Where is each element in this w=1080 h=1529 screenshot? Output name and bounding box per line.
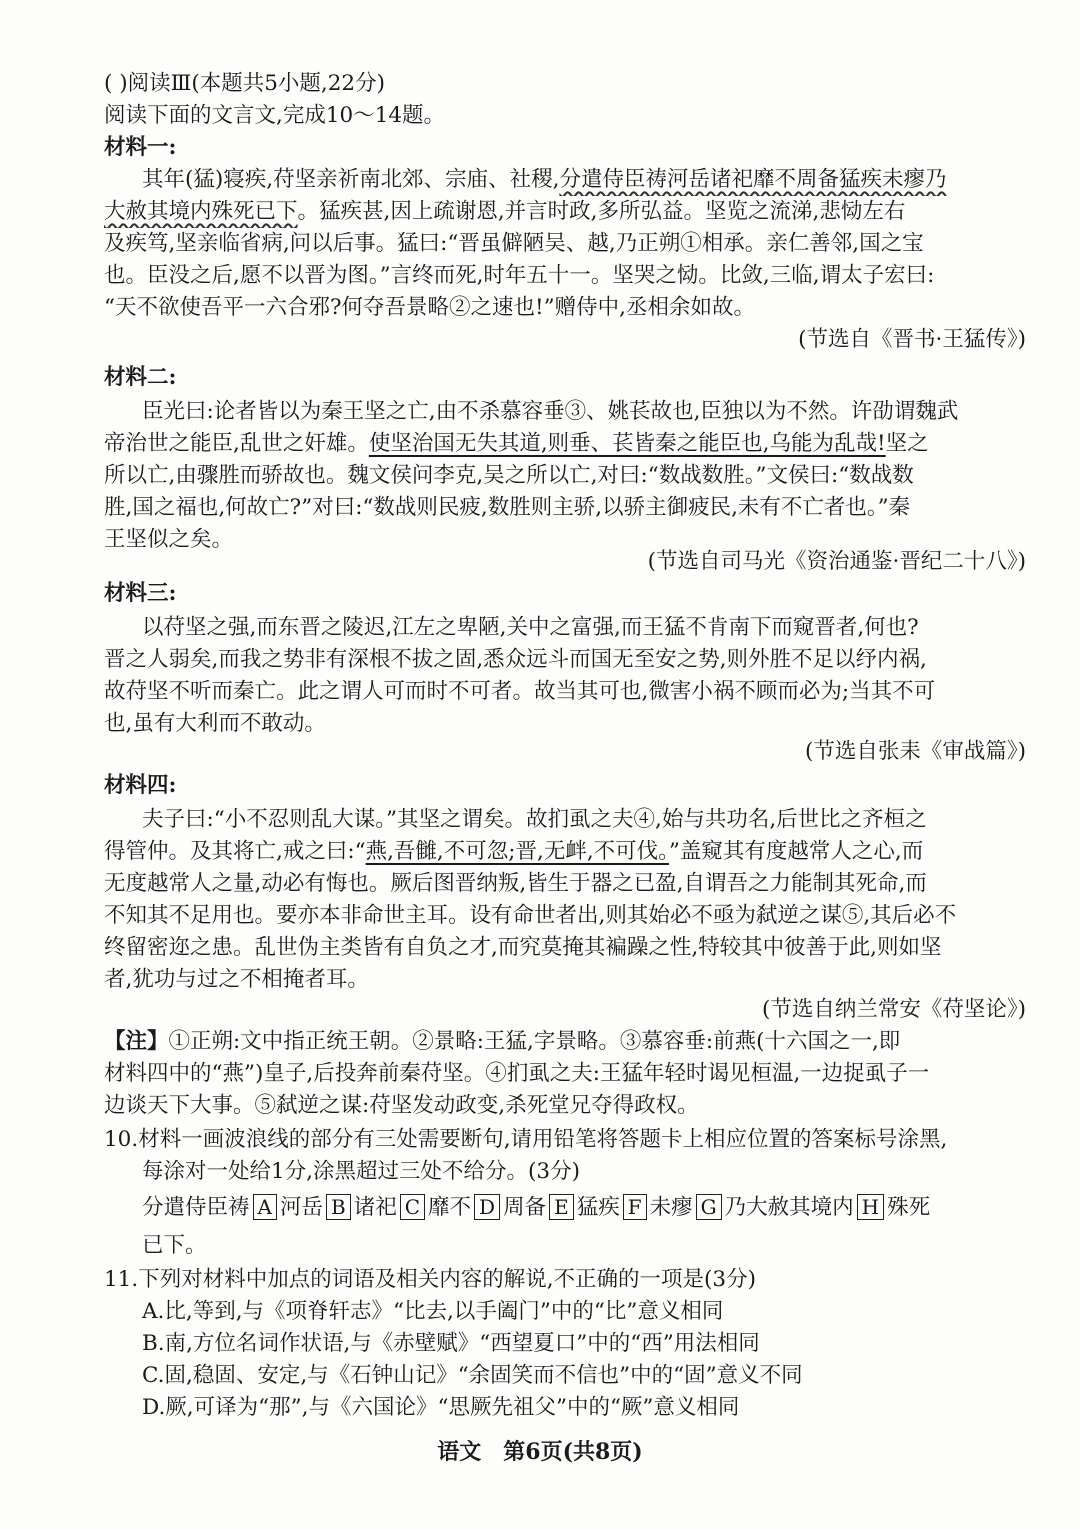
material-4-line: 终留密迩之患。乱世伪主类皆有自负之才,而究莫掩其褊躁之性,特较其中彼善于此,则如坚	[104, 935, 942, 960]
material-4-line: 无度越常人之量,动必有悔也。厥后图晋纳叛,皆生于器之已盈,自谓吾之力能制其死命,而	[104, 871, 927, 896]
material-3-line: 晋之人弱矣,而我之势非有深根不拔之固,悉众远斗而国无至安之势,则外胜不足以纾内祸,	[104, 647, 927, 672]
segment-text: 诸祀	[353, 1195, 397, 1220]
material-4-source: (节选自纳兰常安《苻坚论》)	[761, 997, 1026, 1022]
material-4-line: 者,犹功与过之不相掩者耳。	[104, 967, 369, 992]
material-4-line: 夫子曰:“小不忍则乱大谋。”其坚之谓矣。故扪虱之夫④,始与共功名,后世比之齐桓之	[142, 807, 927, 832]
section-instruction: 阅读下面的文言文,完成10～14题。	[104, 103, 446, 128]
material-1-title: 材料一:	[104, 135, 177, 160]
material-2-title: 材料二:	[104, 365, 177, 390]
answer-box-b[interactable]: B	[326, 1194, 351, 1220]
material-1-line: “天不欲使吾平一六合邪?何夺吾景略②之速也!”赠侍中,丞相余如故。	[104, 295, 755, 320]
text-run: 。猛疾甚,因上疏谢恩,并言时政,多所弘益。坚览之流涕,悲恸左右	[297, 199, 906, 224]
material-3-source: (节选自张耒《审战篇》)	[804, 739, 1026, 764]
material-3-title: 材料三:	[104, 581, 177, 606]
text-run: 得管仲。及其将亡,戒之曰:“	[104, 839, 366, 864]
answer-box-f[interactable]: F	[623, 1194, 647, 1220]
text-run: ”盖窥其有度越常人之心,而	[668, 839, 924, 864]
material-1-line	[104, 196, 1028, 228]
segment-text: 乃大赦其境内	[724, 1195, 854, 1220]
text-run: 坚之	[885, 431, 929, 456]
material-2-line: 所以亡,由骤胜而骄故也。魏文侯问李克,吴之所以亡,对曰:“数战数胜。”文侯曰:“数战数	[104, 463, 914, 488]
segment-text: 猛疾	[576, 1195, 620, 1220]
option-d[interactable]: D.厥,可译为“那”,与《六国论》“思厥先祖父”中的“厥”意义相同	[142, 1395, 740, 1420]
material-2-line: 臣光曰:论者皆以为秦王坚之亡,由不杀慕容垂③、姚苌故也,臣独以为不然。许劭谓魏武	[142, 399, 959, 424]
segment-text: 殊死	[887, 1195, 931, 1220]
option-c[interactable]: C.固,稳固、安定,与《石钟山记》“余固笑而不信也”中的“固”意义不同	[142, 1363, 803, 1388]
question-10-stem: 10.材料一画波浪线的部分有三处需要断句,请用铅笔将答题卡上相应位置的答案标号涂黑,	[104, 1127, 948, 1152]
note-label: 【注】	[104, 1029, 169, 1054]
text-run: ①正朔:文中指正统王朝。②景略:王猛,字景略。③慕容垂:前燕(十六国之一,即	[168, 1029, 901, 1054]
segment-text: 周备	[503, 1195, 547, 1220]
answer-box-c[interactable]: C	[400, 1194, 425, 1220]
material-4-line: 不知其不足用也。要亦本非命世主耳。设有命世者出,则其始必不亟为弑逆之谋⑤,其后必不	[104, 903, 957, 928]
section-header: ( )阅读Ⅲ(本题共5小题,22分)	[104, 71, 385, 96]
material-1-line	[142, 164, 1028, 196]
option-b[interactable]: B.南,方位名词作状语,与《赤壁赋》“西望夏口”中的“西”用法相同	[142, 1331, 760, 1356]
material-3-line: 以苻坚之强,而东晋之陵迟,江左之卑陋,关中之富强,而王猛不肯南下而窥晋者,何也?	[142, 615, 919, 640]
material-3-line: 也,虽有大利而不敢动。	[104, 711, 326, 736]
text-run: 其年(猛)寝疾,苻坚亲祈南北郊、宗庙、社稷,	[142, 167, 560, 192]
material-2-line: 胜,国之福也,何故亡?”对曰:“数战则民疲,数胜则主骄,以骄主御疲民,未有不亡者也。”秦	[104, 495, 911, 520]
segment-text: 分遣侍臣祷	[142, 1195, 250, 1220]
question-10-tail: 已下。	[142, 1233, 207, 1258]
answer-box-d[interactable]: D	[474, 1194, 500, 1220]
material-1-line: 及疾笃,坚亲临省病,问以后事。猛曰:“晋虽僻陋吴、越,乃正朔①相承。亲仁善邻,国之宝	[104, 231, 924, 256]
material-1-line: 也。臣没之后,愿不以晋为图。”言终而死,时年五十一。坚哭之恸。比敛,三临,谓太子宏曰:	[104, 263, 935, 288]
wavy-underline-text: 大赦其境内殊死已下	[104, 199, 298, 224]
segment-text: 未瘳	[649, 1195, 693, 1220]
underlined-text: 燕,吾雠,不可忽;晋,无衅,不可伐。	[365, 839, 669, 864]
material-4-line	[104, 836, 1028, 868]
option-a[interactable]: A.比,等到,与《项脊轩志》“比去,以手阖门”中的“比”意义相同	[142, 1299, 724, 1324]
segment-text: 靡不	[428, 1195, 472, 1220]
underlined-text: 使坚治国无失其道,则垂、苌皆秦之能臣也,乌能为乱哉!	[368, 431, 886, 456]
note-line	[104, 1026, 1028, 1058]
material-2-line: 王坚似之矣。	[104, 527, 234, 552]
page-footer: 语文 第6页(共8页)	[437, 1439, 643, 1465]
segment-text: 河岳	[279, 1195, 323, 1220]
material-2-source: (节选自司马光《资治通鉴·晋纪二十八》)	[647, 549, 1026, 574]
question-11-stem: 11.下列对材料中加点的词语及相关内容的解说,不正确的一项是(3分)	[104, 1267, 756, 1292]
note-line: 材料四中的“燕”)皇子,后投奔前秦苻坚。④扪虱之夫:王猛年轻时谒见桓温,一边捉虱子一	[104, 1061, 930, 1086]
answer-box-h[interactable]: H	[857, 1194, 884, 1220]
note-line: 边谈天下大事。⑤弑逆之谋:苻坚发动政变,杀死堂兄夺得政权。	[104, 1093, 699, 1118]
answer-box-g[interactable]: G	[696, 1194, 722, 1220]
question-10-segments	[142, 1192, 1028, 1224]
answer-box-a[interactable]: A	[253, 1194, 277, 1220]
wavy-underline-text: 分遣侍臣祷河岳诸祀靡不周备猛疾未瘳乃	[559, 167, 947, 192]
material-2-line	[104, 428, 1028, 460]
material-4-title: 材料四:	[104, 773, 177, 798]
question-10-stem: 每涂对一处给1分,涂黑超过三处不给分。(3分)	[142, 1159, 580, 1184]
material-1-source: (节选自《晋书·王猛传》)	[798, 327, 1026, 352]
material-3-line: 故苻坚不听而秦亡。此之谓人可而时不可者。故当其可也,微害小祸不顾而必为;当其不可	[104, 679, 936, 704]
text-run: 帝治世之能臣,乱世之奸雄。	[104, 431, 369, 456]
answer-box-e[interactable]: E	[549, 1194, 574, 1220]
